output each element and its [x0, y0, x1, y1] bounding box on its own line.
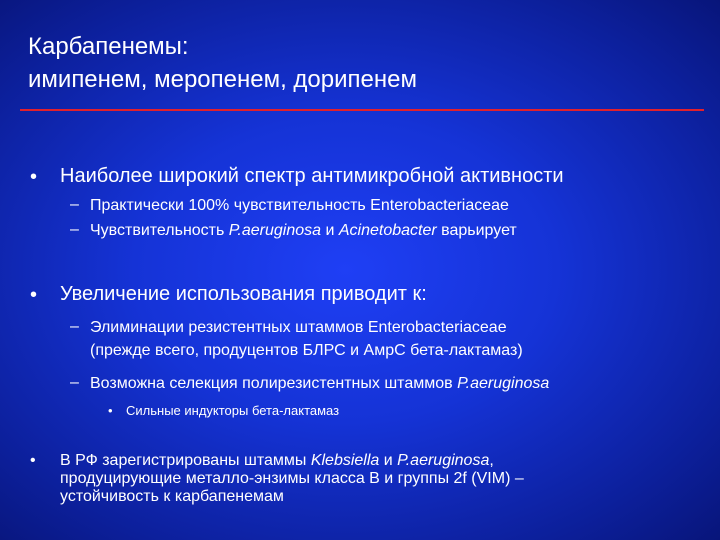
dash-icon: –	[70, 196, 79, 213]
dash-icon: –	[70, 374, 79, 391]
title-line-1: Карбапенемы:	[28, 33, 189, 60]
bullet-1-text: Наиболее широкий спектр антимикробной активности	[60, 165, 564, 187]
bullet-3-text: В РФ зарегистрированы штаммы Klebsiella и P.aeruginosa, продуцирующие металло-энзимы класса В и группы 2f (VIM) – устойчивость к карбапенемам	[60, 452, 524, 505]
title-line-2: имипенем, меропенем, дорипенем	[28, 66, 417, 93]
slide-title	[28, 30, 417, 96]
bullet-1-sub-1: Практически 100% чувствительность Enterobacteriaceae	[90, 197, 509, 214]
bullet-2-sub-1: Элиминации резистентных штаммов Enterobacteriaceae (прежде всего, продуцентов БЛРС и АмрС бета-лактамаз)	[90, 319, 523, 359]
bullet-2-sub-2: Возможна селекция полирезистентных штаммов P.aeruginosa	[90, 375, 550, 392]
bullet-1-sub-2: Чувствительность P.aeruginosa и Acinetobacter варьирует	[90, 222, 517, 239]
bullet-icon: •	[30, 452, 36, 469]
bullet-icon: •	[30, 166, 38, 188]
bullet-2-subsub-1: Сильные индукторы бета-лактамаз	[126, 403, 340, 418]
bullet-icon: •	[30, 284, 38, 306]
title-divider	[20, 109, 704, 111]
dash-icon: –	[70, 221, 79, 238]
dash-icon: –	[70, 318, 79, 335]
bullet-2-text: Увеличение использования приводит к:	[60, 283, 427, 305]
bullet-icon: •	[108, 403, 113, 418]
